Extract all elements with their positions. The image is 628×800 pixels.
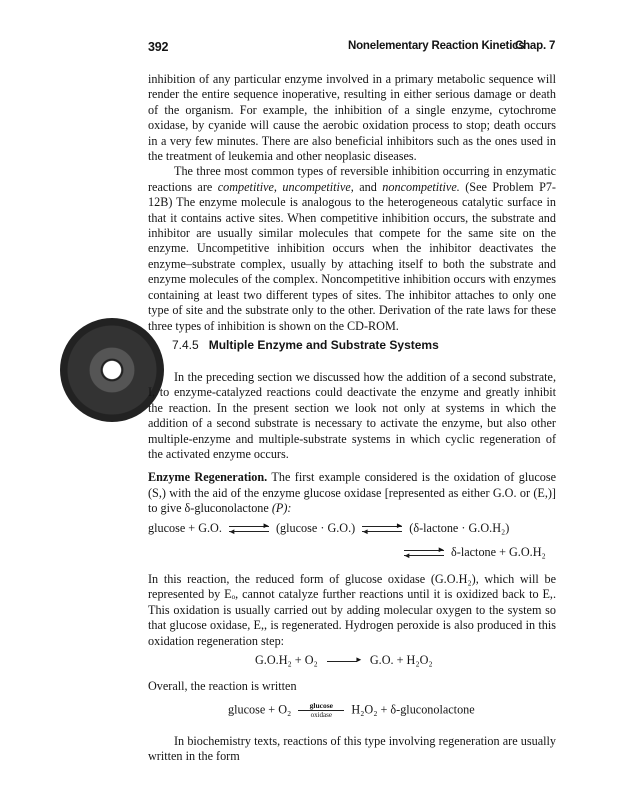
eq2-left: G.O.H₂ + O₂ xyxy=(255,653,318,667)
body-text-bottom xyxy=(148,734,556,765)
paragraph-7: In biochemistry texts, reactions of this type involving regeneration are usually written in the form xyxy=(148,734,556,764)
reaction-arrow-icon xyxy=(327,657,361,665)
eq1-right: (δ-lactone · G.O.H₂) xyxy=(409,521,510,535)
eq3-right: H₂O₂ + δ-gluconolactone xyxy=(351,702,475,717)
paragraph-2-text-b: and xyxy=(353,179,383,194)
body-text-lower xyxy=(148,572,556,649)
eq3-left: glucose + O₂ xyxy=(228,702,292,717)
eq3-catalyst-bottom: oxidase xyxy=(310,711,332,719)
running-header-title: Nonelementary Reaction Kinetics xyxy=(348,40,525,52)
run-in-heading: Enzyme Regeneration. xyxy=(148,470,268,485)
body-text-middle xyxy=(148,370,556,517)
paragraph-3: In the preceding section we discussed how the addition of a second substrate, I, to enzyme-catalyzed reactions could deactivate the enzyme and greatly inhibit the reaction. In the present section we look not only at systems in which the addition of a second substrate is necessary to activate the enzyme, but also other multiple-enzyme and multiple-substrate systems in which cyclic regeneration of the activated enzyme occurs. xyxy=(148,370,556,462)
eq2-right: G.O. + H₂O₂ xyxy=(369,653,433,667)
section-title: Multiple Enzyme and Substrate Systems xyxy=(208,338,439,352)
equilibrium-arrow-icon: ► ◄ xyxy=(361,521,404,537)
equilibrium-arrow-icon: ► ◄ xyxy=(403,545,445,561)
paragraph-5: In this reaction, the reduced form of glucose oxidase (G.O.H₂), which will be represented by Eₒ, cannot catalyze further reactions until it is oxidized back to E,. This oxidation is usually carried out by adding molecular oxygen to the system so that glucose oxidase, E,, is regenerated. Hydrogen peroxide is also produced in this oxidation regeneration step: xyxy=(148,572,556,648)
catalyzed-arrow-icon xyxy=(298,702,344,719)
equation-3 xyxy=(228,702,475,719)
body-text-top xyxy=(148,72,556,334)
eq1-line2: δ-lactone + G.O.H₂ xyxy=(451,545,546,559)
running-header-chapter: Chap. 7 xyxy=(515,40,556,52)
equation-1-line-2 xyxy=(400,545,546,560)
eq1-mid: (glucose · G.O.) xyxy=(276,521,356,535)
paragraph-2-italic-2: noncompetitive. xyxy=(382,179,460,194)
eq1-left: glucose + G.O. xyxy=(148,521,222,535)
page-number: 392 xyxy=(148,40,169,54)
section-heading xyxy=(172,338,439,352)
equation-1-line-1 xyxy=(148,521,509,536)
eq3-catalyst-top: glucose xyxy=(309,701,333,710)
section-number: 7.4.5 xyxy=(172,338,199,352)
paragraph-4-text: The first example considered is the oxidation of glucose (S,) with the aid of the enzyme glucose oxidase [represented as either G.O. or (E,)] to give δ-gluconolactone xyxy=(148,470,556,516)
paragraph-4-product: (P): xyxy=(271,501,292,516)
equation-2 xyxy=(255,653,433,668)
paragraph-6: Overall, the reaction is written xyxy=(148,679,297,693)
equilibrium-arrow-icon: ► ◄ xyxy=(227,521,270,537)
paragraph-4 xyxy=(148,470,556,516)
paragraph-2-italic-1: competitive, uncompetitive, xyxy=(217,179,354,194)
paragraph-2-text-c: (See Problem P7-12B) The enzyme molecule is analogous to the heterogeneous catalytic surface in that it contains active sites. When competitive inhibition occurs, the substrate and inhibitor are usually similar molecules that compete for the same site on the enzyme. Uncompetitive inhibition occurs when the inhibitor deactivates the enzyme–substrate complex, usually by attaching itself to both the substrate and enzyme molecules of the complex. Noncompetitive inhibition occurs with enzymes containing at least two different types of sites. The inhibitor attaches to only one type of site and the substrate only to the other. Derivation of the rate laws for these three types of inhibition is shown on the CD-ROM. xyxy=(148,179,556,333)
paragraph-1: inhibition of any particular enzyme involved in a primary metabolic sequence will render the entire sequence inoperative, resulting in either serious damage or death of the organism. For example, the inhibition of a single enzyme, cytochrome oxidase, by cyanide will cause the aerobic oxidation process to stop; death occurs in a very few minutes. There are also beneficial inhibitors such as the ones used in the treatment of leukemia and other neoplasic diseases. xyxy=(148,72,556,164)
body-text-overall xyxy=(148,679,556,694)
paragraph-2 xyxy=(148,164,556,333)
paragraph-2-text-a: The three most common types of reversible inhibition occurring in enzymatic reactions are xyxy=(148,164,556,194)
